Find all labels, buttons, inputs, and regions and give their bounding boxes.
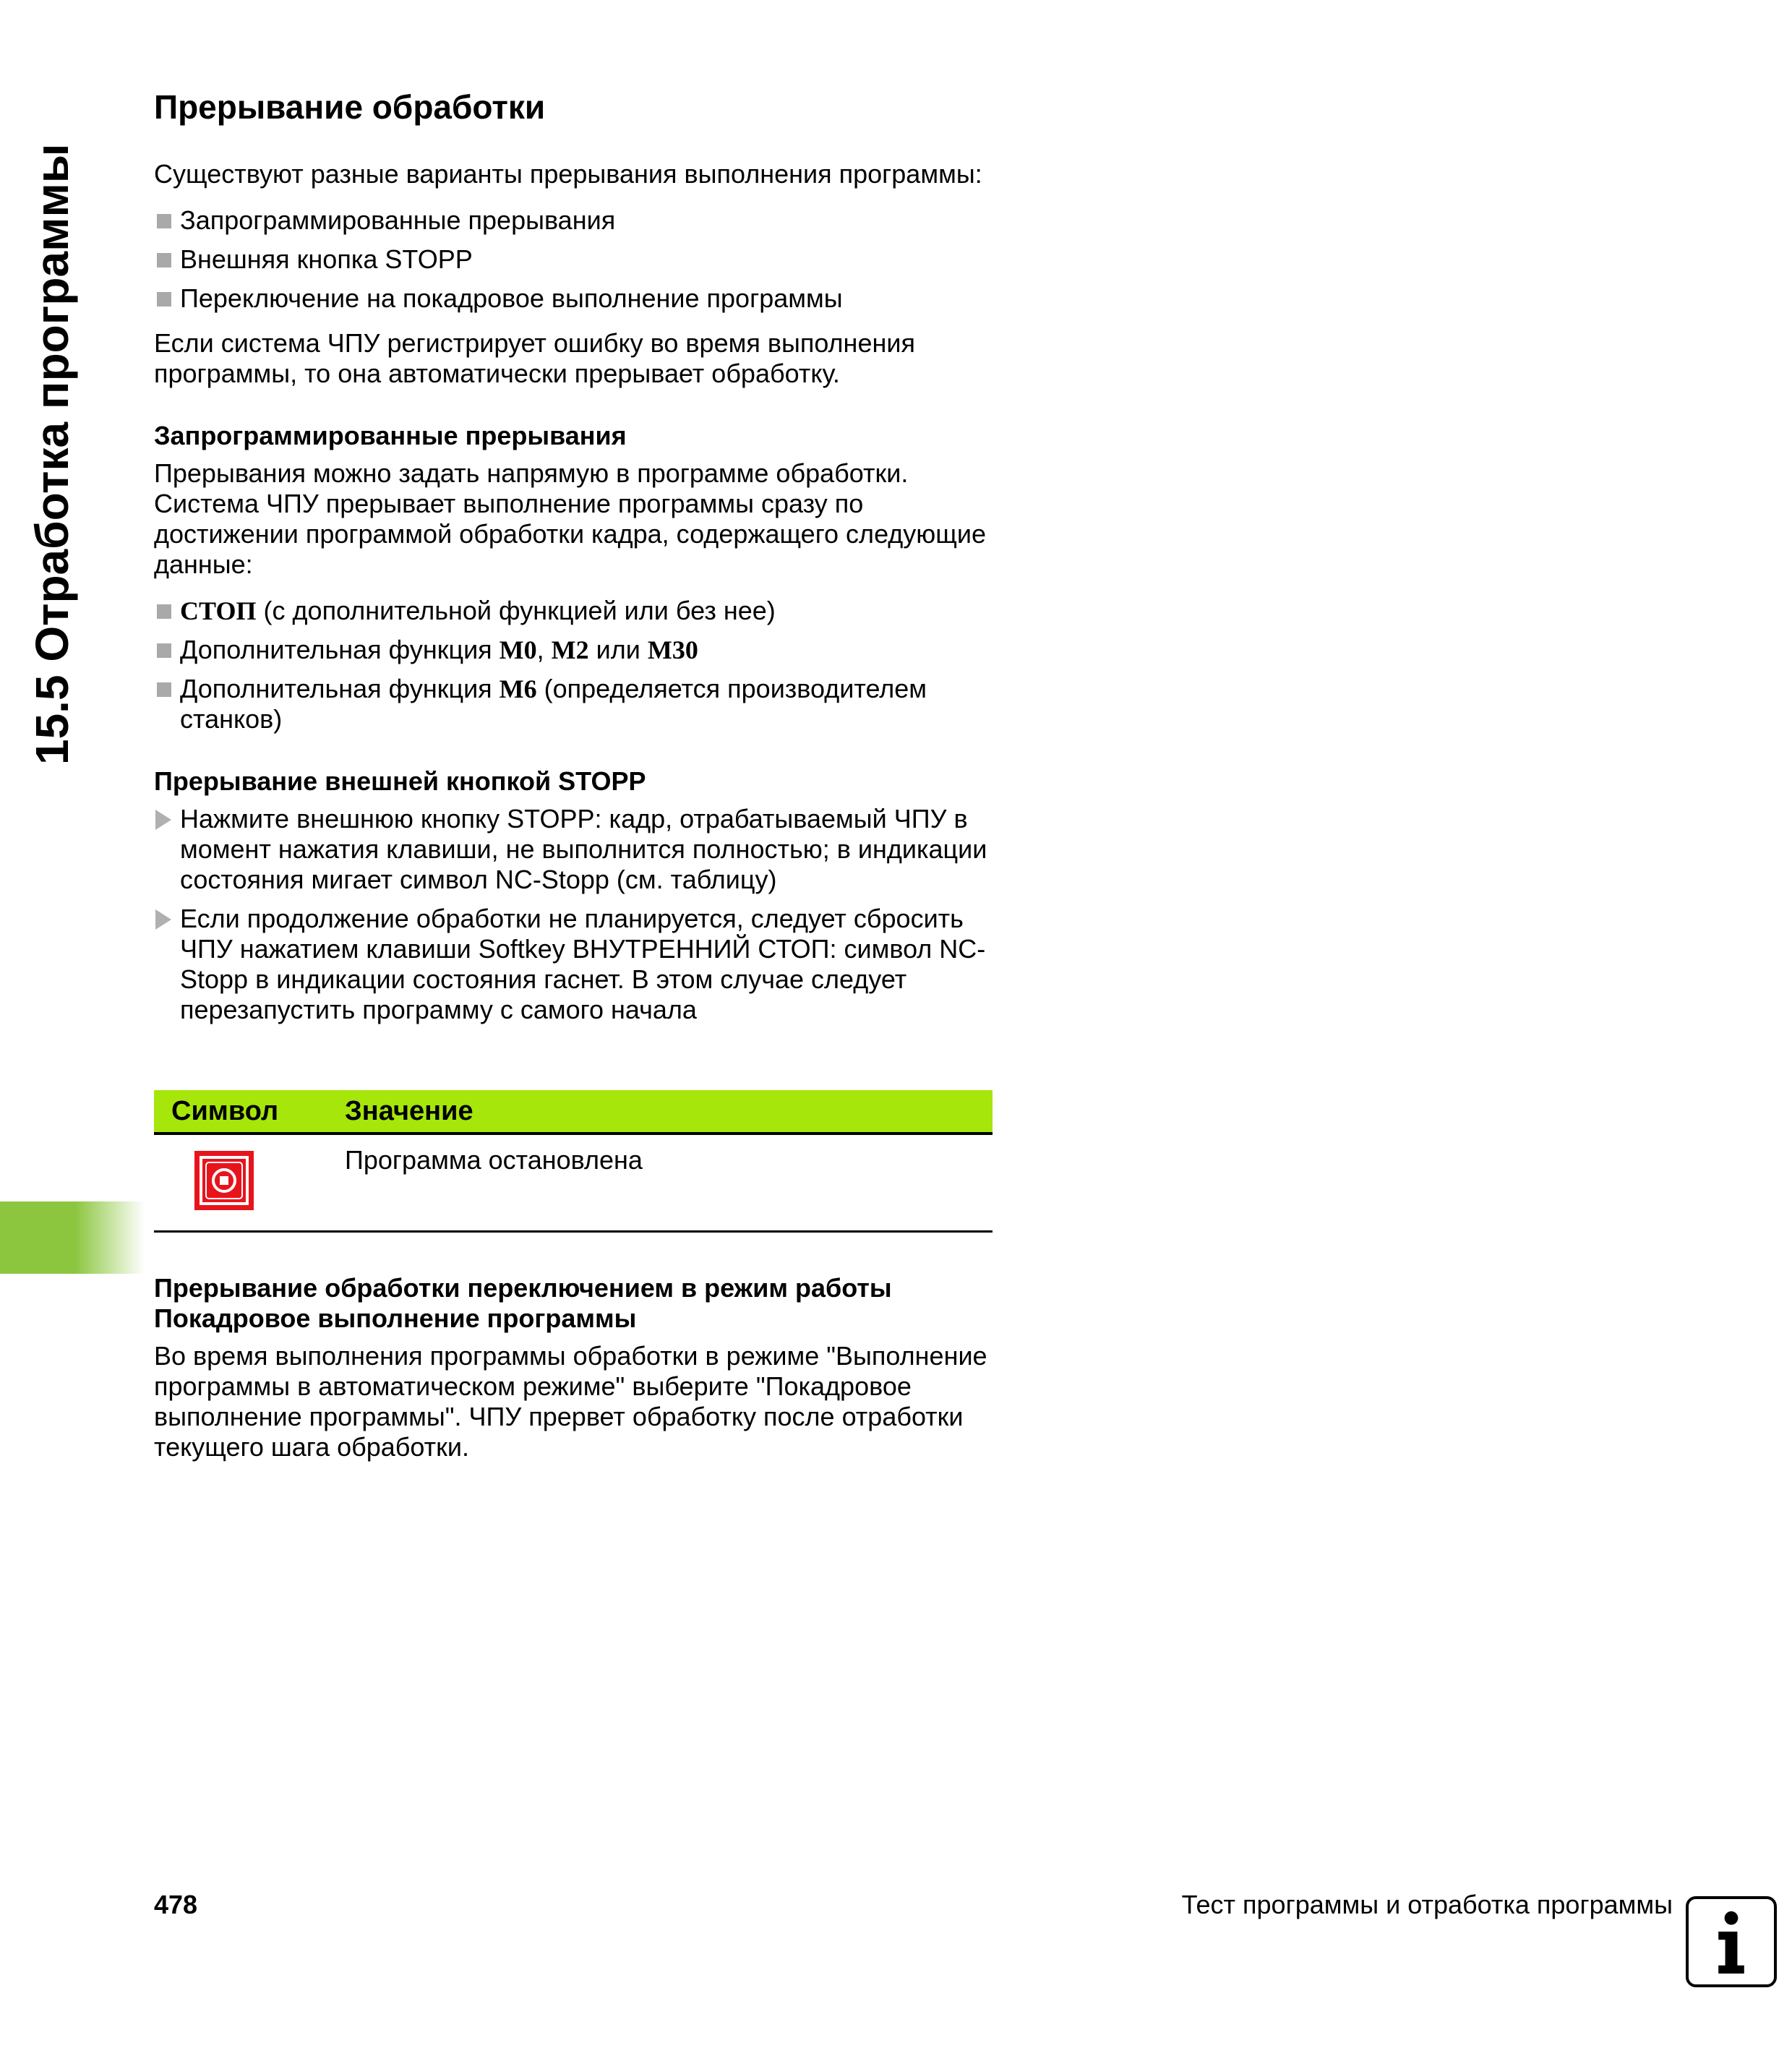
list-item: Дополнительная функция M0, M2 или M30 — [154, 635, 1000, 665]
square-bullet-icon — [157, 253, 171, 267]
page-content — [154, 87, 1000, 1462]
section-heading-single-block-line2: Покадровое выполнение программы — [154, 1303, 637, 1333]
page-number: 478 — [154, 1890, 198, 1919]
square-bullet-icon — [157, 214, 171, 228]
nc-stop-icon — [194, 1151, 254, 1210]
variants-list — [154, 205, 1000, 314]
list-item: СТОП (с дополнительной функцией или без нее) — [154, 596, 1000, 626]
column-header-meaning: Значение — [345, 1096, 473, 1126]
programmed-text: Прерывания можно задать напрямую в программе обработки. Система ЧПУ прерывает выполнение программы сразу по достижении программой обработки кадра, содержащего следующие данные: — [154, 458, 987, 579]
triangle-arrow-icon — [155, 909, 171, 930]
footer-chapter-title: Тест программы и отработка программы — [1181, 1890, 1673, 1919]
intro-text: Существуют разные варианты прерывания выполнения программы: — [154, 159, 982, 189]
table-cell-meaning: Программа остановлена — [345, 1145, 643, 1175]
list-item: Дополнительная функция M6 (определяется производителем станков) — [154, 674, 1000, 734]
triangle-arrow-icon — [155, 810, 171, 830]
programmed-list — [154, 596, 1000, 734]
column-header-symbol: Символ — [171, 1096, 279, 1126]
step-item: Если продолжение обработки не планируется, следует сбросить ЧПУ нажатием клавиши Softkey ВНУТРЕННИЙ СТОП: символ NC-Stopp в индикации состояния гаснет. В этом случае следует перезапустить программу с самого начала — [154, 904, 1000, 1025]
square-bullet-icon — [157, 292, 171, 307]
chapter-tab-marker — [0, 1201, 145, 1274]
square-bullet-icon — [157, 682, 171, 697]
step-item: Нажмите внешнюю кнопку STOPP: кадр, отрабатываемый ЧПУ в момент нажатия клавиши, не выполнится полностью; в индикации состояния мигает символ NC-Stopp (см. таблицу) — [154, 804, 1000, 895]
section-heading-programmed: Запрограммированные прерывания — [154, 421, 627, 450]
table-row — [154, 1135, 993, 1233]
list-item: Переключение на покадровое выполнение программы — [154, 283, 1000, 314]
error-note: Если система ЧПУ регистрирует ошибку во время выполнения программы, то она автоматически прерывает обработку. — [154, 328, 915, 388]
list-item: Запрограммированные прерывания — [154, 205, 1000, 236]
symbol-table — [154, 1090, 993, 1233]
page-title: Прерывание обработки — [154, 88, 546, 126]
list-item: Внешняя кнопка STOPP — [154, 244, 1000, 275]
section-heading-external: Прерывание внешней кнопкой STOPP — [154, 766, 646, 796]
section-heading-single-block: Прерывание обработки переключением в режим работы — [154, 1273, 892, 1303]
chapter-side-title-text: 15.5 Отработка программы — [26, 143, 78, 765]
square-bullet-icon — [157, 604, 171, 619]
external-steps — [154, 804, 1000, 1025]
single-block-text: Во время выполнения программы обработки в режиме "Выполнение программы в автоматическом режиме" выберите "Покадровое выполнение программы". ЧПУ прервет обработку после отработки текущего шага обработки. — [154, 1341, 987, 1462]
table-header — [154, 1090, 993, 1135]
square-bullet-icon — [157, 643, 171, 658]
info-icon — [1686, 1896, 1777, 1987]
